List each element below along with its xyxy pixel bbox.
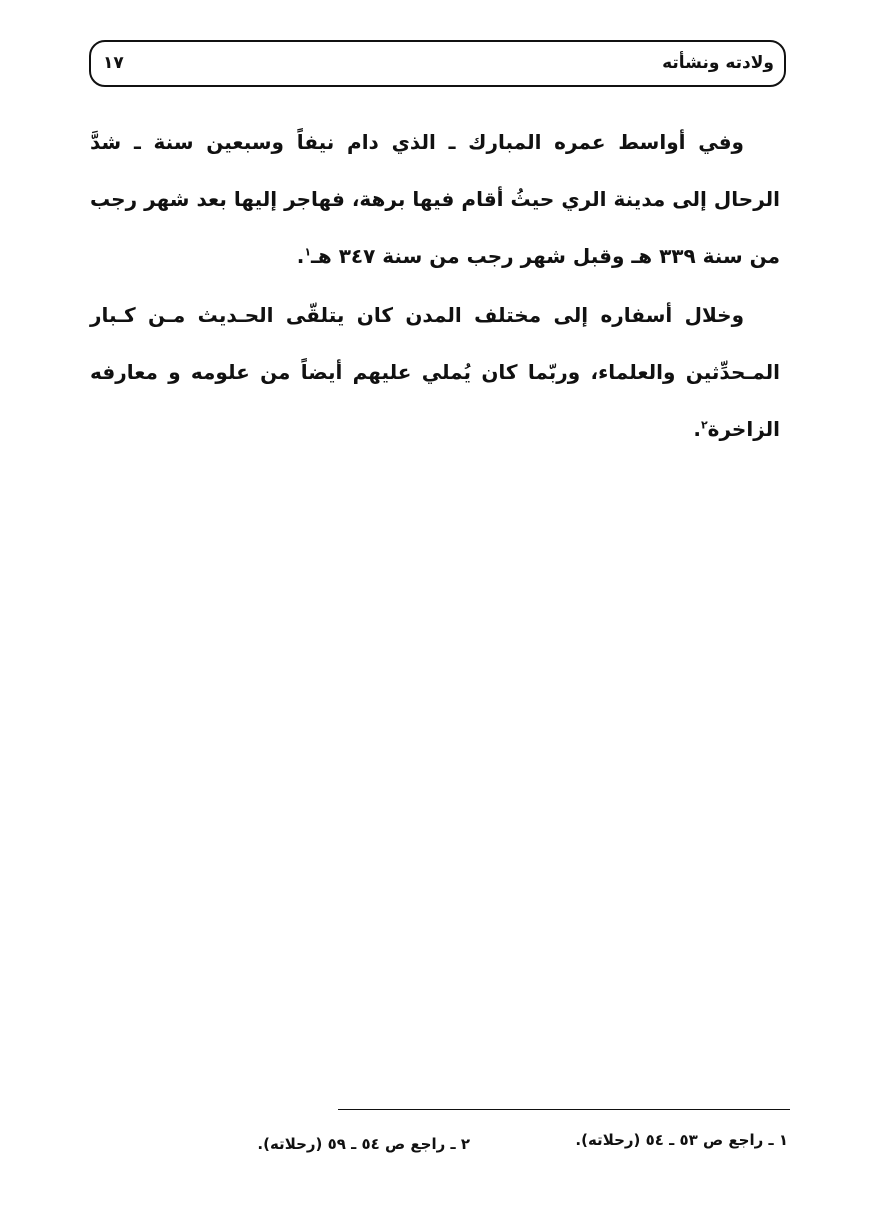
footnote-divider [338, 1109, 790, 1110]
paragraph-end: . [693, 417, 701, 441]
main-text [90, 114, 780, 458]
paragraph-end: . [296, 244, 305, 268]
footnote-2: ٢ ـ راجع ص ٥٤ ـ ٥٩ (رحلاته). [257, 1135, 470, 1153]
running-header [89, 40, 786, 87]
paragraph [90, 114, 780, 285]
paragraph [90, 287, 780, 458]
chapter-title: ولادته ونشأته [662, 53, 774, 73]
footnotes [250, 1128, 788, 1158]
paragraph-text: وفي أواسط عمره المبارك ـ الذي دام نيفاً وسبعين سنة ـ شدَّ الرحال إلى مدينة الري حيثُ أقام فيها برهة، فهاجر إليها بعد شهر رجب من سنة ٣٣٩ هـ وقبل شهر رجب من سنة ٣٤٧ هـ [90, 130, 780, 268]
footnote-1: ١ ـ راجع ص ٥٣ ـ ٥٤ (رحلاته). [575, 1131, 788, 1149]
footnote-ref[interactable]: ٢ [700, 418, 708, 432]
footnote-ref[interactable]: ١ [304, 245, 312, 259]
page-number: ١٧ [103, 53, 124, 73]
paragraph-text: وخلال أسفاره إلى مختلف المدن كان يتلقّى الحـديث مـن كـبار المـحدِّثين والعلماء، وربّما كان يُملي عليهم أيضاً من علومه و معارفه الزاخرة [90, 303, 780, 441]
